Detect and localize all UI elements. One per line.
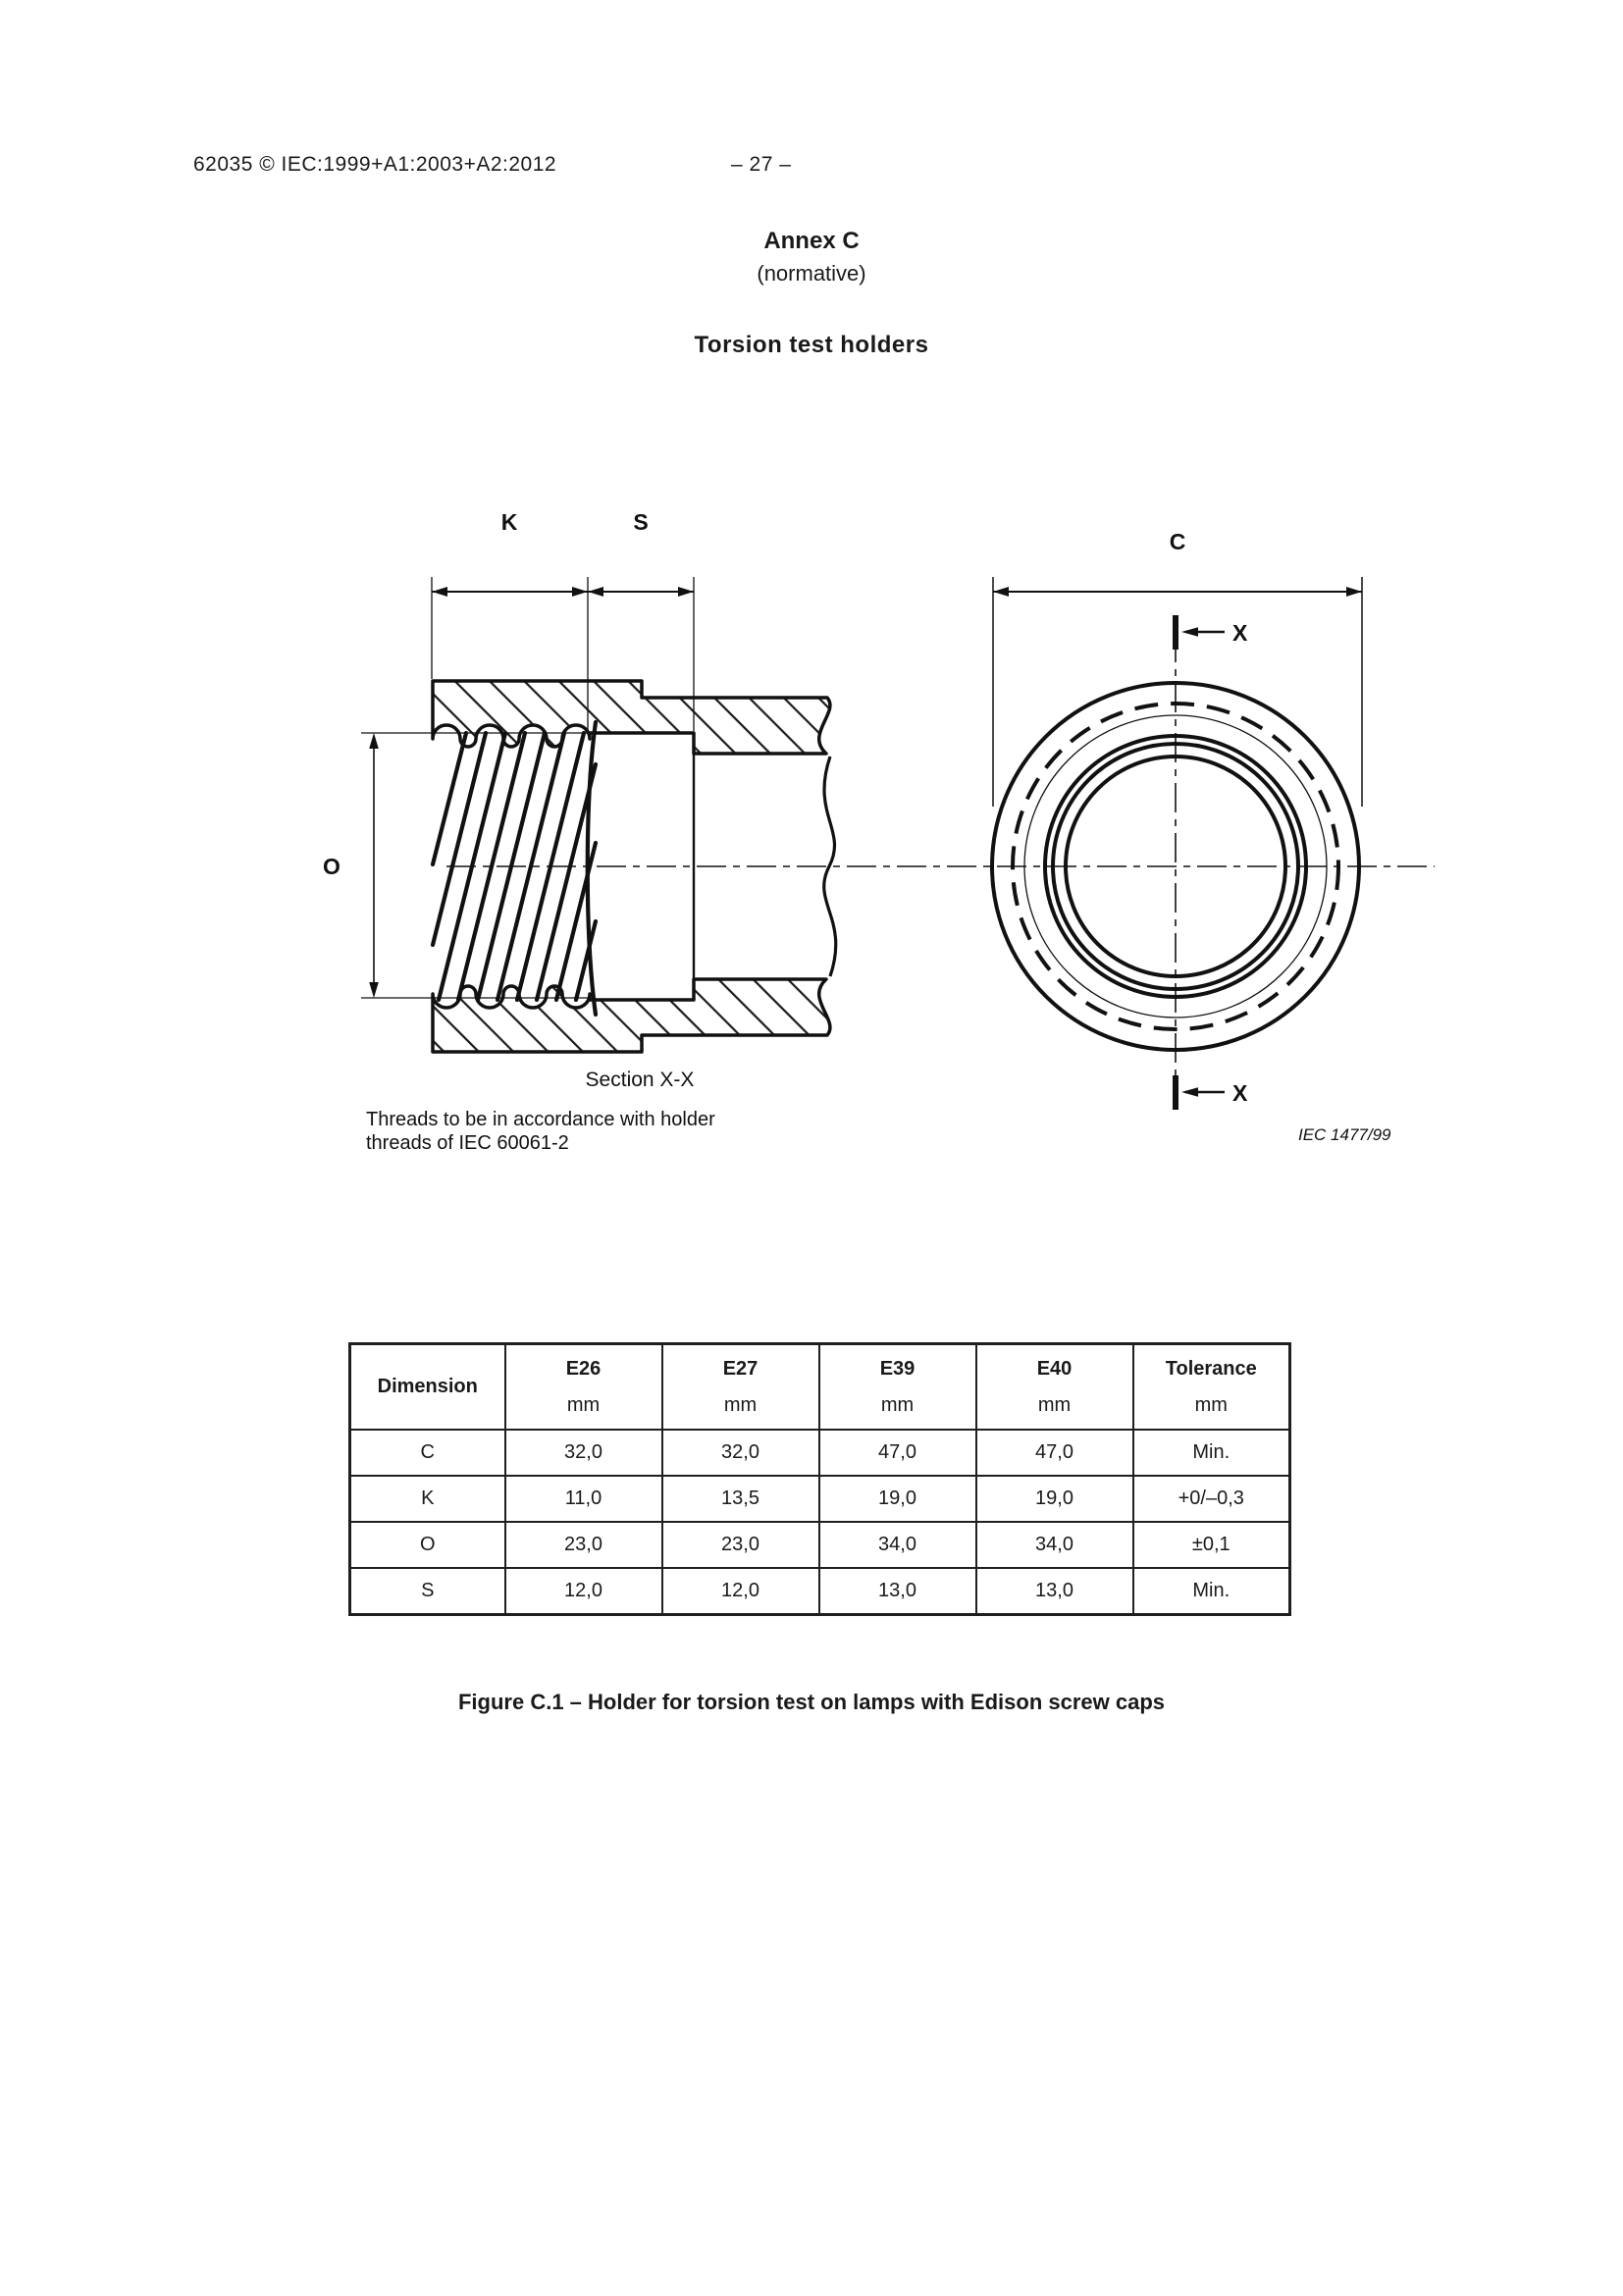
annex-title: Annex C xyxy=(763,228,860,254)
holder-bottom-wall xyxy=(433,979,830,1052)
holder-top-wall xyxy=(433,681,830,754)
iec-figure-reference: IEC 1477/99 xyxy=(1298,1125,1391,1144)
thread-note-line1: Threads to be in accordance with holder xyxy=(366,1109,715,1130)
table-header-row xyxy=(350,1344,1290,1431)
cell-value: 32,0 xyxy=(505,1430,662,1476)
cell-value: 34,0 xyxy=(976,1522,1133,1568)
table-row xyxy=(350,1522,1290,1568)
label-x-bottom: X xyxy=(1232,1080,1248,1106)
col-header-e26: E26 mm xyxy=(505,1344,662,1431)
header-document-id: 62035 © IEC:1999+A1:2003+A2:2012 xyxy=(193,153,557,176)
cell-tolerance: ±0,1 xyxy=(1133,1522,1290,1568)
reference-lines xyxy=(361,577,694,998)
dimension-table xyxy=(348,1342,1291,1616)
col-header-tolerance: Tolerance mm xyxy=(1133,1344,1290,1431)
cell-tolerance: Min. xyxy=(1133,1430,1290,1476)
dimension-o xyxy=(323,733,379,998)
cell-value: 13,0 xyxy=(819,1568,976,1614)
cell-value: 19,0 xyxy=(819,1476,976,1522)
cell-value: 32,0 xyxy=(662,1430,819,1476)
section-title: Torsion test holders xyxy=(694,332,929,358)
label-x-top: X xyxy=(1232,620,1248,646)
table-row xyxy=(350,1430,1290,1476)
col-header-dimension: Dimension xyxy=(350,1344,505,1431)
cell-value: 12,0 xyxy=(505,1568,662,1614)
cell-value: 23,0 xyxy=(662,1522,819,1568)
header-page-number: – 27 – xyxy=(731,153,792,176)
section-xx-label: Section X-X xyxy=(585,1069,695,1091)
thread-helix-lines xyxy=(433,722,596,1015)
label-o: O xyxy=(323,854,340,879)
row-dimension: C xyxy=(350,1430,505,1476)
label-s: S xyxy=(633,509,649,535)
cell-tolerance: Min. xyxy=(1133,1568,1290,1614)
figure-caption: Figure C.1 – Holder for torsion test on lamps with Edison screw caps xyxy=(457,1690,1166,1714)
row-dimension: K xyxy=(350,1476,505,1522)
col-header-e27: E27 mm xyxy=(662,1344,819,1431)
col-header-e39: E39 mm xyxy=(819,1344,976,1431)
cell-value: 11,0 xyxy=(505,1476,662,1522)
cell-value: 12,0 xyxy=(662,1568,819,1614)
cell-value: 13,0 xyxy=(976,1568,1133,1614)
cell-value: 34,0 xyxy=(819,1522,976,1568)
cell-value: 47,0 xyxy=(819,1430,976,1476)
thread-note-line2: threads of IEC 60061-2 xyxy=(366,1132,569,1154)
cell-value: 13,5 xyxy=(662,1476,819,1522)
figure-c1-drawing xyxy=(236,486,1492,1173)
label-c: C xyxy=(1169,529,1186,554)
table-row xyxy=(350,1568,1290,1614)
row-dimension: S xyxy=(350,1568,505,1614)
cell-value: 19,0 xyxy=(976,1476,1133,1522)
col-header-e40: E40 mm xyxy=(976,1344,1133,1431)
cell-tolerance: +0/–0,3 xyxy=(1133,1476,1290,1522)
row-dimension: O xyxy=(350,1522,505,1568)
cell-value: 23,0 xyxy=(505,1522,662,1568)
section-marker-top xyxy=(1176,615,1248,650)
annex-subtitle: (normative) xyxy=(757,261,866,286)
cell-value: 47,0 xyxy=(976,1430,1133,1476)
dimension-k-s xyxy=(432,509,694,597)
section-marker-bottom xyxy=(1176,1075,1248,1110)
table-row xyxy=(350,1476,1290,1522)
label-k: K xyxy=(500,509,518,535)
